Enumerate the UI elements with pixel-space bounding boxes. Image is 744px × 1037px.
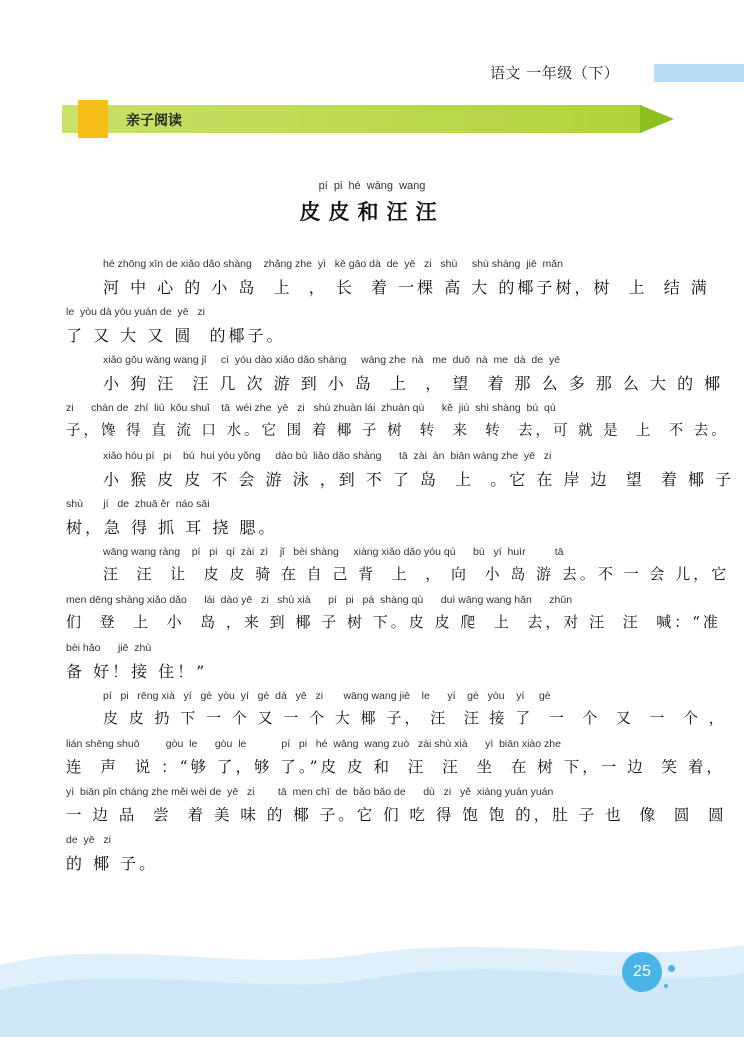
banner-square (78, 100, 108, 138)
hanzi-line: 子，馋 得 直 流 口 水。它 围 着 椰 子 树 转 来 转 去，可 就 是 上 不 去。 (66, 423, 729, 439)
header-color-bar (654, 64, 744, 82)
decor-dot (664, 984, 668, 988)
page-number-badge (622, 952, 662, 992)
pinyin-line: hé zhōng xīn de xiǎo dǎo shàng zhǎng zhe yì kē gāo dà de yē zi shù shù shàng jiē mǎn (103, 258, 563, 270)
title-pinyin: pí pi hé wāng wang (318, 180, 426, 192)
hanzi-line: 小 猴 皮 皮 不 会 游 泳 ，到 不 了 岛 上 。它 在 岸 边 望 着 椰 子 (103, 470, 735, 489)
pinyin-line: bèi hǎo jiē zhù (66, 642, 152, 654)
page-number: 25 (633, 963, 651, 980)
hanzi-line: 树，急 得 抓 耳 挠 腮。 (66, 518, 278, 537)
pinyin-line: de yē zi (66, 834, 111, 846)
hanzi-line: 连 声 说 ：“够 了，够 了。”皮 皮 和 汪 汪 坐 在 树 下，一 边 笑 着， (66, 758, 725, 776)
hanzi-line: 汪 汪 让 皮 皮 骑 在 自 己 背 上 ， 向 小 岛 游 去。不 一 会 儿，它 (103, 565, 730, 583)
title-block (0, 180, 744, 226)
hanzi-line: 一 边 品 尝 着 美 味 的 椰 子。它 们 吃 得 饱 饱 的，肚 子 也 像 圆 圆 (66, 806, 727, 824)
hanzi-line: 们 登 上 小 岛 ，来 到 椰 子 树 下。皮 皮 爬 上 去，对 汪 汪 喊：“准 (66, 613, 721, 631)
pinyin-line: yì biān pǐn cháng zhe měi wèi de yē zi tā men chī de bǎo bǎo de dù zi yě xiàng yuán yuán (66, 786, 554, 798)
hanzi-line: 河 中 心 的 小 岛 上 ， 长 着 一棵 高 大 的椰子树，树 上 结 满 (103, 278, 710, 297)
decor-dot (668, 965, 675, 972)
pinyin-line: le yòu dà yòu yuán de yē zi (66, 306, 205, 318)
section-banner (62, 100, 676, 138)
pinyin-line: pí pi rēng xià yí gè yòu yí gè dà yē zi wāng wang jiē le yí gè yòu yí gè (103, 690, 551, 702)
pinyin-line: wāng wang ràng pí pi qí zài zì jǐ bèi shàng xiàng xiǎo dǎo yóu qù bù yí huìr tā (103, 546, 564, 558)
pinyin-line: shù jí de zhuā ěr náo sāi (66, 498, 210, 510)
section-label: 亲子阅读 (126, 113, 182, 129)
pinyin-line: xiǎo gǒu wāng wang jǐ cì yóu dào xiǎo dǎo shàng wàng zhe nà me duō nà me dà de yē (103, 354, 561, 366)
banner-arrow-icon (640, 105, 674, 133)
pinyin-line: zi chán de zhí liú kǒu shuǐ tā wéi zhe yē zi shù zhuàn lái zhuàn qù kě jiù shì shàng bú qù (66, 402, 556, 414)
page-title: 皮皮和汪汪 (299, 199, 445, 224)
hanzi-line: 备 好！接 住！” (66, 662, 208, 681)
hanzi-line: 的 椰 子。 (66, 854, 159, 873)
pinyin-line: lián shēng shuō gòu le gòu le pí pi hé wāng wang zuò zài shù xià yì biān xiào zhe (66, 738, 561, 750)
header-subject: 语文 一年级（下） (490, 64, 620, 82)
hanzi-line: 皮 皮 扔 下 一 个 又 一 个 大 椰 子， 汪 汪 接 了 一 个 又 一 个 ， (103, 709, 727, 727)
pinyin-line: xiǎo hóu pí pi bú huì yóu yǒng dào bù liǎo dǎo shàng tā zài àn biān wàng zhe yē zi (103, 450, 552, 462)
hanzi-line: 小 狗 汪 汪 几 次 游 到 小 岛 上 ， 望 着 那 么 多 那 么 大 的 椰 (103, 374, 724, 393)
pinyin-line: men dēng shàng xiǎo dǎo lái dào yē zi shù xià pí pi pá shàng qù duì wāng wang hǎn zhǔn (66, 594, 573, 606)
hanzi-line: 了 又 大 又 圆 的椰子。 (66, 326, 286, 345)
